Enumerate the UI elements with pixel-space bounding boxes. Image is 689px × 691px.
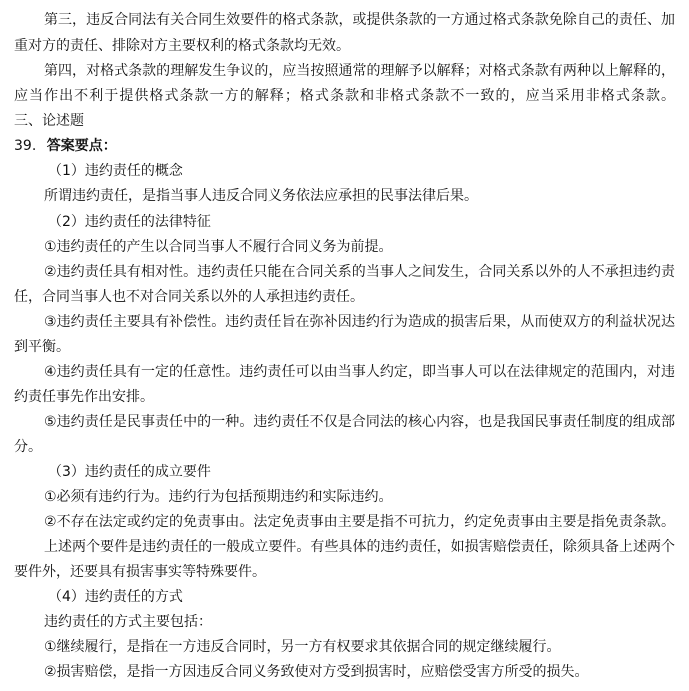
list-item: ①必须有违约行为。违约行为包括预期违约和实际违约。: [44, 489, 393, 505]
question-header: [14, 134, 675, 158]
list-item: ②违约责任具有相对性。违约责任只能在合同关系的当事人之间发生，合同关系以外的人不承担违约责: [44, 264, 675, 280]
paragraph-line: 上述两个要件是违约责任的一般成立要件。有些具体的违约责任，如损害赔偿责任，除须具备上述两个: [44, 539, 675, 555]
list-item: ⑤违约责任是民事责任中的一种。违约责任不仅是合同法的核心内容，也是我国民事责任制度的组成部: [44, 414, 675, 430]
paragraph-line: 任，合同当事人也不对合同关系以外的人承担违约责任。: [14, 289, 364, 305]
subheading: （3）违约责任的成立要件: [48, 464, 211, 480]
subheading: （2）违约责任的法律特征: [48, 214, 211, 230]
paragraph-line: 到平衡。: [14, 339, 70, 355]
paragraph-line: 第三，违反合同法有关合同生效要件的格式条款，或提供条款的一方通过格式条款免除自己的责任、加: [44, 12, 675, 28]
paragraph-line: 重对方的责任、排除对方主要权利的格式条款均无效。: [14, 38, 350, 54]
paragraph-line: 所谓违约责任，是指当事人违反合同义务依法应承担的民事法律后果。: [44, 188, 478, 204]
list-item: ①违约责任的产生以合同当事人不履行合同义务为前提。: [44, 239, 393, 255]
subheading: （1）违约责任的概念: [48, 163, 183, 179]
list-item: ②损害赔偿，是指一方因违反合同义务致使对方受到损害时，应赔偿受害方所受的损失。: [44, 664, 589, 680]
paragraph-line: 第四，对格式条款的理解发生争议的，应当按照通常的理解予以解释；对格式条款有两种以上解释的，: [44, 63, 675, 79]
paragraph-line: 违约责任的方式主要包括：: [44, 614, 212, 630]
paragraph-line: 约责任事先作出安排。: [14, 389, 154, 405]
paragraph-line: 分。: [14, 439, 42, 455]
section-heading: 三、论述题: [14, 113, 84, 129]
list-item: ①继续履行，是指在一方违反合同时，另一方有权要求其依据合同的规定继续履行。: [44, 639, 561, 655]
list-item: ④违约责任具有一定的任意性。违约责任可以由当事人约定，即当事人可以在法律规定的范围内，对违: [44, 364, 675, 380]
paragraph-line: 应当作出不利于提供格式条款一方的解释；格式条款和非格式条款不一致的，应当采用非格式条款。: [14, 88, 675, 104]
list-item: ②不存在法定或约定的免责事由。法定免责事由主要是指不可抗力，约定免责事由主要是指免责条款。: [44, 514, 675, 530]
question-number: 39.: [14, 138, 37, 154]
paragraph-line: 要件外，还要具有损害事实等特殊要件。: [14, 564, 266, 580]
subheading: （4）违约责任的方式: [48, 589, 183, 605]
list-item: ③违约责任主要具有补偿性。违约责任旨在弥补因违约行为造成的损害后果，从而使双方的利益状况达: [44, 314, 675, 330]
answer-points-label: 答案要点：: [46, 138, 117, 154]
